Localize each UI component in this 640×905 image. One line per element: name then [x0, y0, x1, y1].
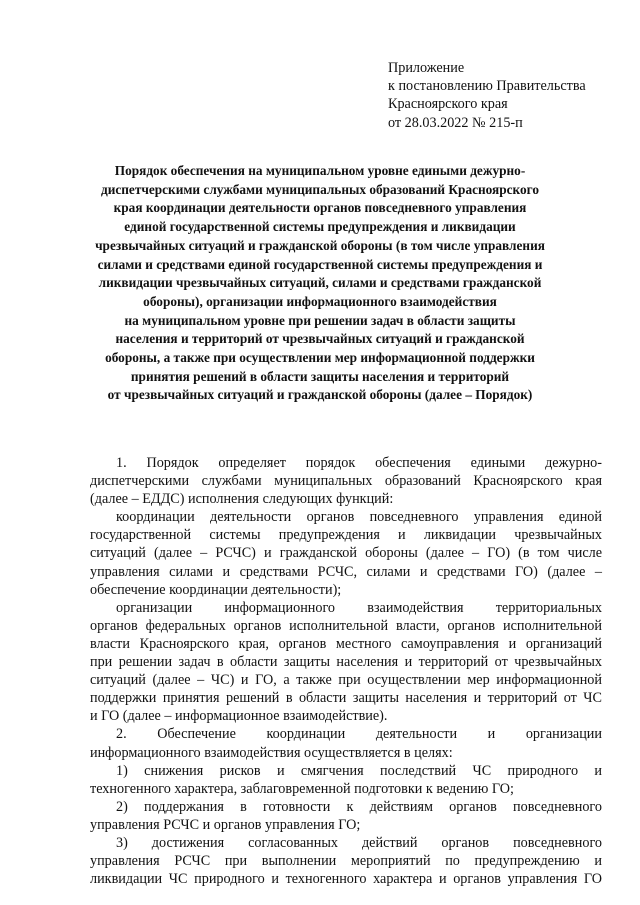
body-line: при решении задач в области защиты населения и территорий от чрезвычайных: [90, 654, 602, 671]
appendix-header: [388, 59, 628, 132]
title-line: диспетчерскими службами муниципальных образований Красноярского: [100, 181, 540, 197]
body-line: поддержки принятия решений в области защиты населения и территорий от ЧС: [90, 690, 602, 707]
body-line: управления силами и средствами РСЧС, силами и средствами ГО) (далее –: [90, 563, 602, 580]
body-line: управления РСЧС при выполнении мероприятий по предупреждению и: [90, 853, 602, 870]
title-line: принятия решений в области защиты населения и территорий: [130, 368, 510, 384]
body-line: 2) поддержания в готовности к действиям органов повседневного: [116, 798, 602, 815]
title-line: края координации деятельности органов повседневного управления: [113, 200, 527, 216]
title-line: чрезвычайных ситуаций и гражданской обороны (в том числе управления: [95, 237, 545, 253]
body-line: 2. Обеспечение координации деятельности и организации: [116, 726, 602, 743]
body-line: власти Красноярского края, органов местного самоуправления и организаций: [90, 635, 602, 652]
body-line: техногенного характера, заблаговременной подготовки к ведению ГО;: [90, 780, 514, 797]
title-line: силами и средствами единой государственной системы предупреждения и: [97, 256, 543, 272]
title-line: от чрезвычайных ситуаций и гражданской обороны (далее – Порядок): [107, 387, 533, 403]
body-line: 1) снижения рисков и смягчения последствий ЧС природного и: [116, 762, 602, 779]
body-line: ситуаций (далее – ЧС) и ГО, а также при осуществлении мер информационной: [90, 672, 602, 689]
body-line: органов федеральных органов исполнительной власти, органов исполнительной: [90, 617, 602, 634]
body-line: 3) достижения согласованных действий органов повседневного: [116, 834, 602, 851]
title-line: обороны, а также при осуществлении мер информационной поддержки: [105, 350, 535, 366]
body-line: обеспечение координации деятельности);: [90, 581, 342, 598]
title-line: обороны), организации информационного взаимодействия: [143, 293, 497, 309]
header-line: Приложение: [388, 60, 465, 76]
title-line: населения и территорий от чрезвычайных ситуаций и гражданской: [115, 331, 525, 347]
body-line: диспетчерскими службами муниципальных образований Красноярского края: [90, 473, 602, 490]
body-line: координации деятельности органов повседневного управления единой: [116, 509, 602, 526]
header-line: к постановлению Правительства: [388, 78, 586, 95]
document-title: [70, 162, 570, 405]
body-line: государственной системы предупреждения и ликвидации чрезвычайных: [90, 527, 602, 544]
body-line: ситуаций (далее – РСЧС) и гражданской обороны (далее – ГО) (в том числе: [90, 545, 602, 562]
header-line: от 28.03.2022 № 215-п: [388, 114, 523, 131]
body-line: организации информационного взаимодействия территориальных: [116, 599, 602, 616]
body-line: 1. Порядок определяет порядок обеспечения едиными дежурно-: [116, 455, 602, 471]
body-line: и ГО (далее – информационное взаимодействие).: [90, 708, 388, 725]
title-line: на муниципальном уровне при решении задач в области защиты: [124, 312, 516, 328]
title-line: Порядок обеспечения на муниципальном уровне едиными дежурно-: [114, 163, 526, 178]
document-body: [90, 454, 602, 888]
body-line: ликвидации ЧС природного и техногенного характера и органов управления ГО: [90, 871, 602, 888]
header-line: Красноярского края: [388, 96, 508, 113]
body-line: управления РСЧС и органов управления ГО;: [90, 816, 361, 833]
title-line: ликвидации чрезвычайных ситуаций, силами и средствами гражданской: [98, 275, 542, 291]
body-line: (далее – ЕДДС) исполнения следующих функций:: [90, 491, 394, 508]
body-line: информационного взаимодействия осуществляется в целях:: [90, 744, 453, 761]
title-line: единой государственной системы предупреждения и ликвидации: [124, 219, 516, 235]
